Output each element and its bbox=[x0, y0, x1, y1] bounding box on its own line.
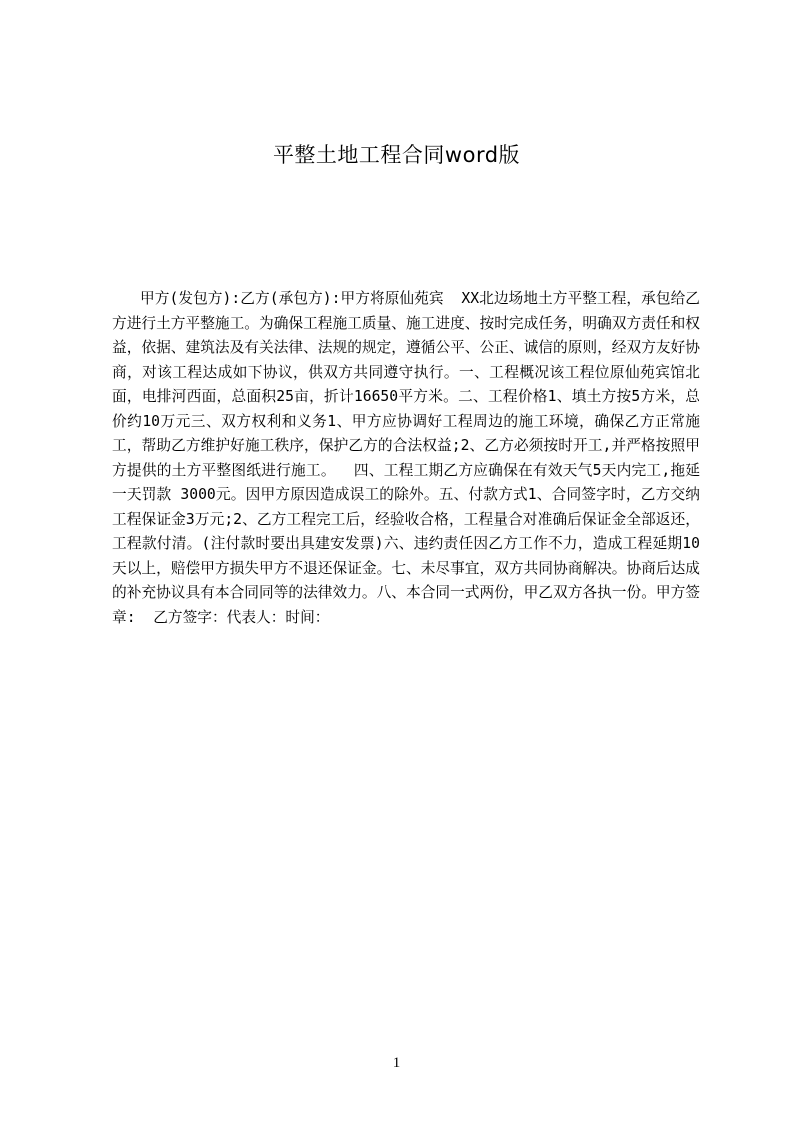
contract-body-text: 甲方(发包方):乙方(承包方):甲方将原仙苑宾 XX北边场地土方平整工程，承包给乙方进行土方平整施工。为确保工程施工质量、施工进度、按时完成任务，明确双方责任和权益，依据、建筑法及有关法律、法规的规定，遵循公平、公正、诚信的原则，经双方友好协商，对该工程达成如下协议，供双方共同遵守执行。一、工程概况该工程位原仙苑宾馆北面，电排河西面，总面积25亩，折计16650平方米。二、工程价格1、填土方按5方米，总价约10万元三、双方权利和义务1、甲方应协调好工程周边的施工环境，确保乙方正常施工，帮助乙方维护好施工秩序，保护乙方的合法权益;2、乙方必须按时开工,并严格按照甲方提供的土方平整图纸进行施工。 四、工程工期乙方应确保在有效天气5天内完工,拖延一天罚款 3000元。因甲方原因造成误工的除外。五、付款方式1、合同签字时，乙方交纳工程保证金3万元;2、乙方工程完工后，经验收合格，工程量合对准确后保证金全部返还，工程款付清。(注付款时要出具建安发票)六、违约责任因乙方工作不力，造成工程延期10天以上，赔偿甲方损失甲方不退还保证金。七、未尽事宜，双方共同协商解决。协商后达成的补充协议具有本合同同等的法律效力。八、本合同一式两份，甲乙双方各执一份。甲方签章: 乙方签字：代表人：时间： bbox=[112, 290, 700, 626]
document-title: 平整土地工程合同word版 bbox=[272, 143, 521, 167]
page-number: 1 bbox=[392, 1055, 401, 1071]
